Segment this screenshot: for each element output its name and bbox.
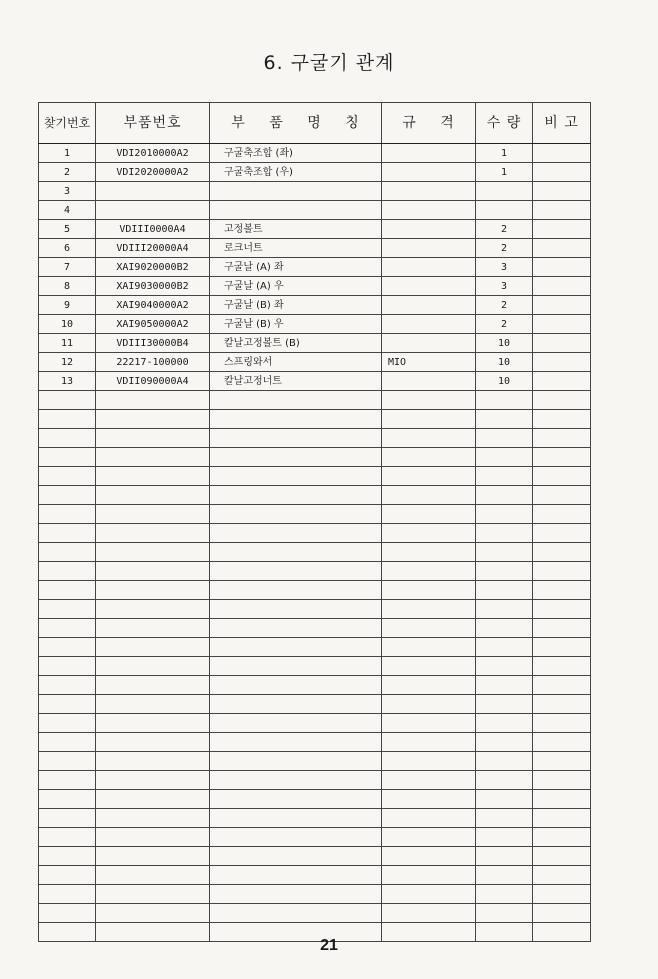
empty-table-row [39, 714, 591, 733]
cell-part-name [210, 847, 382, 866]
cell-remarks [533, 866, 591, 885]
empty-table-row [39, 410, 591, 429]
cell-part-number [96, 885, 210, 904]
empty-table-row [39, 809, 591, 828]
table-row [39, 163, 591, 182]
cell-spec [382, 410, 476, 429]
empty-table-row [39, 904, 591, 923]
cell-qty: 1 [476, 163, 533, 182]
table-row [39, 315, 591, 334]
cell-qty: 2 [476, 315, 533, 334]
cell-part-number [96, 410, 210, 429]
table-row [39, 277, 591, 296]
header-part-name: 부 품 명 칭 [210, 103, 382, 144]
cell-remarks [533, 695, 591, 714]
cell-part-number: XAI9050000A2 [96, 315, 210, 334]
table-row [39, 182, 591, 201]
cell-qty [476, 562, 533, 581]
cell-spec [382, 562, 476, 581]
cell-remarks [533, 543, 591, 562]
cell-no [39, 410, 96, 429]
cell-part-number [96, 790, 210, 809]
table-row [39, 353, 591, 372]
page-number: 21 [320, 937, 338, 954]
cell-remarks [533, 182, 591, 201]
cell-no [39, 562, 96, 581]
cell-spec [382, 448, 476, 467]
cell-part-number [96, 638, 210, 657]
cell-remarks [533, 296, 591, 315]
cell-no [39, 809, 96, 828]
cell-spec [382, 733, 476, 752]
cell-remarks [533, 619, 591, 638]
empty-table-row [39, 866, 591, 885]
cell-part-number [96, 809, 210, 828]
cell-no: 6 [39, 239, 96, 258]
cell-part-name: 로크너트 [210, 239, 382, 258]
cell-no: 12 [39, 353, 96, 372]
cell-remarks [533, 904, 591, 923]
empty-table-row [39, 600, 591, 619]
cell-spec: MIO [382, 353, 476, 372]
empty-table-row [39, 657, 591, 676]
cell-remarks [533, 562, 591, 581]
cell-part-number: VDII090000A4 [96, 372, 210, 391]
cell-no [39, 619, 96, 638]
cell-part-name [210, 866, 382, 885]
cell-spec [382, 657, 476, 676]
cell-part-name [210, 733, 382, 752]
cell-part-number [96, 904, 210, 923]
cell-no [39, 600, 96, 619]
cell-qty [476, 524, 533, 543]
cell-no [39, 638, 96, 657]
table-row [39, 296, 591, 315]
cell-part-name [210, 638, 382, 657]
cell-qty [476, 448, 533, 467]
empty-table-row [39, 847, 591, 866]
cell-spec [382, 600, 476, 619]
cell-part-name: 구굴날 (B) 좌 [210, 296, 382, 315]
cell-remarks [533, 600, 591, 619]
cell-remarks [533, 429, 591, 448]
cell-part-number: VDIII0000A4 [96, 220, 210, 239]
cell-remarks [533, 353, 591, 372]
cell-qty [476, 885, 533, 904]
empty-table-row [39, 581, 591, 600]
cell-part-number [96, 676, 210, 695]
cell-qty [476, 410, 533, 429]
header-qty: 수 량 [476, 103, 533, 144]
cell-part-number [96, 771, 210, 790]
cell-qty [476, 619, 533, 638]
empty-table-row [39, 524, 591, 543]
cell-remarks [533, 201, 591, 220]
cell-remarks [533, 486, 591, 505]
cell-no: 10 [39, 315, 96, 334]
cell-part-name [210, 391, 382, 410]
cell-spec [382, 847, 476, 866]
cell-no [39, 828, 96, 847]
cell-part-name: 스프링와서 [210, 353, 382, 372]
cell-part-number [96, 467, 210, 486]
cell-qty [476, 581, 533, 600]
cell-spec [382, 144, 476, 163]
cell-spec [382, 467, 476, 486]
header-no: 찾기번호 [39, 103, 96, 144]
cell-no [39, 771, 96, 790]
cell-no: 3 [39, 182, 96, 201]
cell-part-name: 칼날고정너트 [210, 372, 382, 391]
cell-qty [476, 904, 533, 923]
cell-no [39, 847, 96, 866]
cell-qty: 2 [476, 296, 533, 315]
cell-remarks [533, 828, 591, 847]
cell-remarks [533, 220, 591, 239]
cell-remarks [533, 163, 591, 182]
cell-remarks [533, 239, 591, 258]
cell-part-number [96, 562, 210, 581]
cell-no [39, 790, 96, 809]
cell-spec [382, 429, 476, 448]
cell-qty [476, 847, 533, 866]
cell-part-name: 구굴축조합 (좌) [210, 144, 382, 163]
cell-part-number [96, 714, 210, 733]
cell-spec [382, 315, 476, 334]
cell-remarks [533, 334, 591, 353]
cell-part-name [210, 771, 382, 790]
header-spec: 규 격 [382, 103, 476, 144]
cell-no: 5 [39, 220, 96, 239]
cell-part-name: 칼날고정볼트 (B) [210, 334, 382, 353]
cell-remarks [533, 144, 591, 163]
empty-table-row [39, 885, 591, 904]
empty-table-row [39, 448, 591, 467]
cell-part-name [210, 543, 382, 562]
cell-spec [382, 676, 476, 695]
cell-spec [382, 220, 476, 239]
cell-part-number [96, 733, 210, 752]
cell-spec [382, 866, 476, 885]
cell-spec [382, 258, 476, 277]
cell-no [39, 752, 96, 771]
empty-table-row [39, 733, 591, 752]
cell-part-number [96, 847, 210, 866]
empty-table-row [39, 486, 591, 505]
cell-part-number [96, 657, 210, 676]
cell-no [39, 429, 96, 448]
cell-part-number: VDIII30000B4 [96, 334, 210, 353]
cell-spec [382, 695, 476, 714]
cell-part-number: 22217-100000 [96, 353, 210, 372]
cell-spec [382, 714, 476, 733]
cell-remarks [533, 885, 591, 904]
cell-spec [382, 752, 476, 771]
cell-qty [476, 391, 533, 410]
table-row [39, 334, 591, 353]
cell-remarks [533, 752, 591, 771]
cell-part-number: VDI2010000A2 [96, 144, 210, 163]
cell-qty: 10 [476, 334, 533, 353]
cell-spec [382, 619, 476, 638]
cell-part-number: XAI9040000A2 [96, 296, 210, 315]
cell-no [39, 391, 96, 410]
cell-part-name [210, 828, 382, 847]
cell-remarks [533, 277, 591, 296]
cell-part-number [96, 391, 210, 410]
table-row [39, 372, 591, 391]
cell-part-number [96, 201, 210, 220]
cell-part-name: 고정볼트 [210, 220, 382, 239]
cell-part-name [210, 885, 382, 904]
cell-qty [476, 828, 533, 847]
cell-no [39, 467, 96, 486]
cell-qty [476, 638, 533, 657]
cell-part-name [210, 562, 382, 581]
cell-spec [382, 581, 476, 600]
cell-spec [382, 486, 476, 505]
cell-qty: 3 [476, 258, 533, 277]
empty-table-row [39, 790, 591, 809]
cell-spec [382, 790, 476, 809]
cell-part-name [210, 429, 382, 448]
empty-table-row [39, 429, 591, 448]
cell-qty [476, 429, 533, 448]
cell-remarks [533, 581, 591, 600]
cell-part-name [210, 695, 382, 714]
cell-part-name: 구굴날 (A) 우 [210, 277, 382, 296]
empty-table-row [39, 543, 591, 562]
cell-remarks [533, 258, 591, 277]
cell-qty [476, 866, 533, 885]
cell-part-name [210, 657, 382, 676]
cell-part-name: 구굴축조합 (우) [210, 163, 382, 182]
cell-part-name [210, 619, 382, 638]
cell-spec [382, 524, 476, 543]
cell-no [39, 581, 96, 600]
empty-table-row [39, 828, 591, 847]
cell-no: 4 [39, 201, 96, 220]
cell-part-number [96, 866, 210, 885]
cell-qty: 3 [476, 277, 533, 296]
cell-part-name [210, 182, 382, 201]
cell-qty [476, 505, 533, 524]
cell-remarks [533, 809, 591, 828]
cell-no: 11 [39, 334, 96, 353]
cell-part-name: 구굴날 (B) 우 [210, 315, 382, 334]
cell-remarks [533, 638, 591, 657]
cell-part-number [96, 619, 210, 638]
cell-part-number: XAI9030000B2 [96, 277, 210, 296]
cell-part-name [210, 448, 382, 467]
empty-table-row [39, 562, 591, 581]
empty-table-row [39, 752, 591, 771]
empty-table-row [39, 676, 591, 695]
table-row [39, 201, 591, 220]
cell-spec [382, 828, 476, 847]
cell-qty [476, 733, 533, 752]
cell-part-number: VDI2020000A2 [96, 163, 210, 182]
cell-part-number [96, 486, 210, 505]
cell-spec [382, 505, 476, 524]
header-part-number: 부품번호 [96, 103, 210, 144]
cell-no [39, 524, 96, 543]
cell-part-number [96, 182, 210, 201]
cell-remarks [533, 714, 591, 733]
cell-no [39, 486, 96, 505]
cell-spec [382, 809, 476, 828]
cell-qty [476, 790, 533, 809]
cell-spec [382, 904, 476, 923]
cell-part-name [210, 676, 382, 695]
cell-remarks [533, 467, 591, 486]
cell-part-name [210, 904, 382, 923]
cell-part-number [96, 524, 210, 543]
cell-no [39, 733, 96, 752]
cell-remarks [533, 391, 591, 410]
cell-qty: 2 [476, 239, 533, 258]
cell-part-number [96, 448, 210, 467]
empty-table-row [39, 771, 591, 790]
cell-part-number [96, 600, 210, 619]
cell-qty [476, 676, 533, 695]
cell-no [39, 885, 96, 904]
empty-table-row [39, 619, 591, 638]
cell-part-name [210, 714, 382, 733]
cell-spec [382, 391, 476, 410]
cell-spec [382, 771, 476, 790]
cell-no [39, 505, 96, 524]
cell-qty [476, 657, 533, 676]
cell-remarks [533, 524, 591, 543]
cell-part-name [210, 201, 382, 220]
cell-qty: 1 [476, 144, 533, 163]
cell-remarks [533, 733, 591, 752]
cell-remarks [533, 657, 591, 676]
cell-part-number [96, 429, 210, 448]
cell-spec [382, 885, 476, 904]
cell-part-number: XAI9020000B2 [96, 258, 210, 277]
cell-part-name [210, 790, 382, 809]
empty-table-row [39, 391, 591, 410]
cell-remarks [533, 315, 591, 334]
empty-table-row [39, 638, 591, 657]
cell-qty: 10 [476, 372, 533, 391]
table-row [39, 239, 591, 258]
cell-part-name [210, 505, 382, 524]
table-row [39, 258, 591, 277]
cell-qty [476, 600, 533, 619]
header-remarks: 비 고 [533, 103, 591, 144]
cell-no: 13 [39, 372, 96, 391]
cell-part-number [96, 581, 210, 600]
cell-part-name [210, 467, 382, 486]
cell-spec [382, 638, 476, 657]
cell-qty [476, 809, 533, 828]
cell-qty: 2 [476, 220, 533, 239]
cell-no: 2 [39, 163, 96, 182]
cell-part-name [210, 809, 382, 828]
table-row [39, 144, 591, 163]
cell-remarks [533, 771, 591, 790]
cell-remarks [533, 372, 591, 391]
cell-qty [476, 714, 533, 733]
cell-spec [382, 277, 476, 296]
cell-part-number [96, 505, 210, 524]
cell-remarks [533, 505, 591, 524]
empty-table-row [39, 695, 591, 714]
cell-no [39, 543, 96, 562]
cell-qty [476, 467, 533, 486]
cell-no [39, 866, 96, 885]
cell-spec [382, 334, 476, 353]
cell-part-number [96, 828, 210, 847]
cell-spec [382, 182, 476, 201]
cell-remarks [533, 790, 591, 809]
cell-qty [476, 695, 533, 714]
cell-no: 7 [39, 258, 96, 277]
cell-spec [382, 163, 476, 182]
cell-part-number: VDIII20000A4 [96, 239, 210, 258]
cell-part-name [210, 600, 382, 619]
cell-no: 1 [39, 144, 96, 163]
cell-no: 8 [39, 277, 96, 296]
cell-no [39, 904, 96, 923]
cell-part-number [96, 752, 210, 771]
cell-qty [476, 752, 533, 771]
cell-part-name [210, 581, 382, 600]
cell-part-name [210, 410, 382, 429]
cell-spec [382, 372, 476, 391]
empty-table-row [39, 467, 591, 486]
table-header-row [39, 103, 591, 144]
cell-spec [382, 239, 476, 258]
cell-remarks [533, 676, 591, 695]
cell-part-name [210, 486, 382, 505]
cell-qty [476, 486, 533, 505]
table-row [39, 220, 591, 239]
cell-no: 9 [39, 296, 96, 315]
cell-spec [382, 296, 476, 315]
cell-remarks [533, 847, 591, 866]
cell-part-name [210, 524, 382, 543]
cell-remarks [533, 410, 591, 429]
cell-spec [382, 543, 476, 562]
cell-qty [476, 543, 533, 562]
cell-qty [476, 771, 533, 790]
cell-no [39, 714, 96, 733]
empty-table-row [39, 505, 591, 524]
parts-table [38, 102, 591, 942]
page-title: 6. 구굴기 관계 [263, 52, 395, 74]
cell-no [39, 676, 96, 695]
cell-qty [476, 201, 533, 220]
cell-no [39, 448, 96, 467]
cell-qty: 10 [476, 353, 533, 372]
cell-part-name: 구굴날 (A) 좌 [210, 258, 382, 277]
cell-part-number [96, 695, 210, 714]
cell-part-name [210, 752, 382, 771]
cell-no [39, 695, 96, 714]
cell-no [39, 657, 96, 676]
cell-part-number [96, 543, 210, 562]
cell-spec [382, 201, 476, 220]
cell-qty [476, 182, 533, 201]
cell-remarks [533, 448, 591, 467]
